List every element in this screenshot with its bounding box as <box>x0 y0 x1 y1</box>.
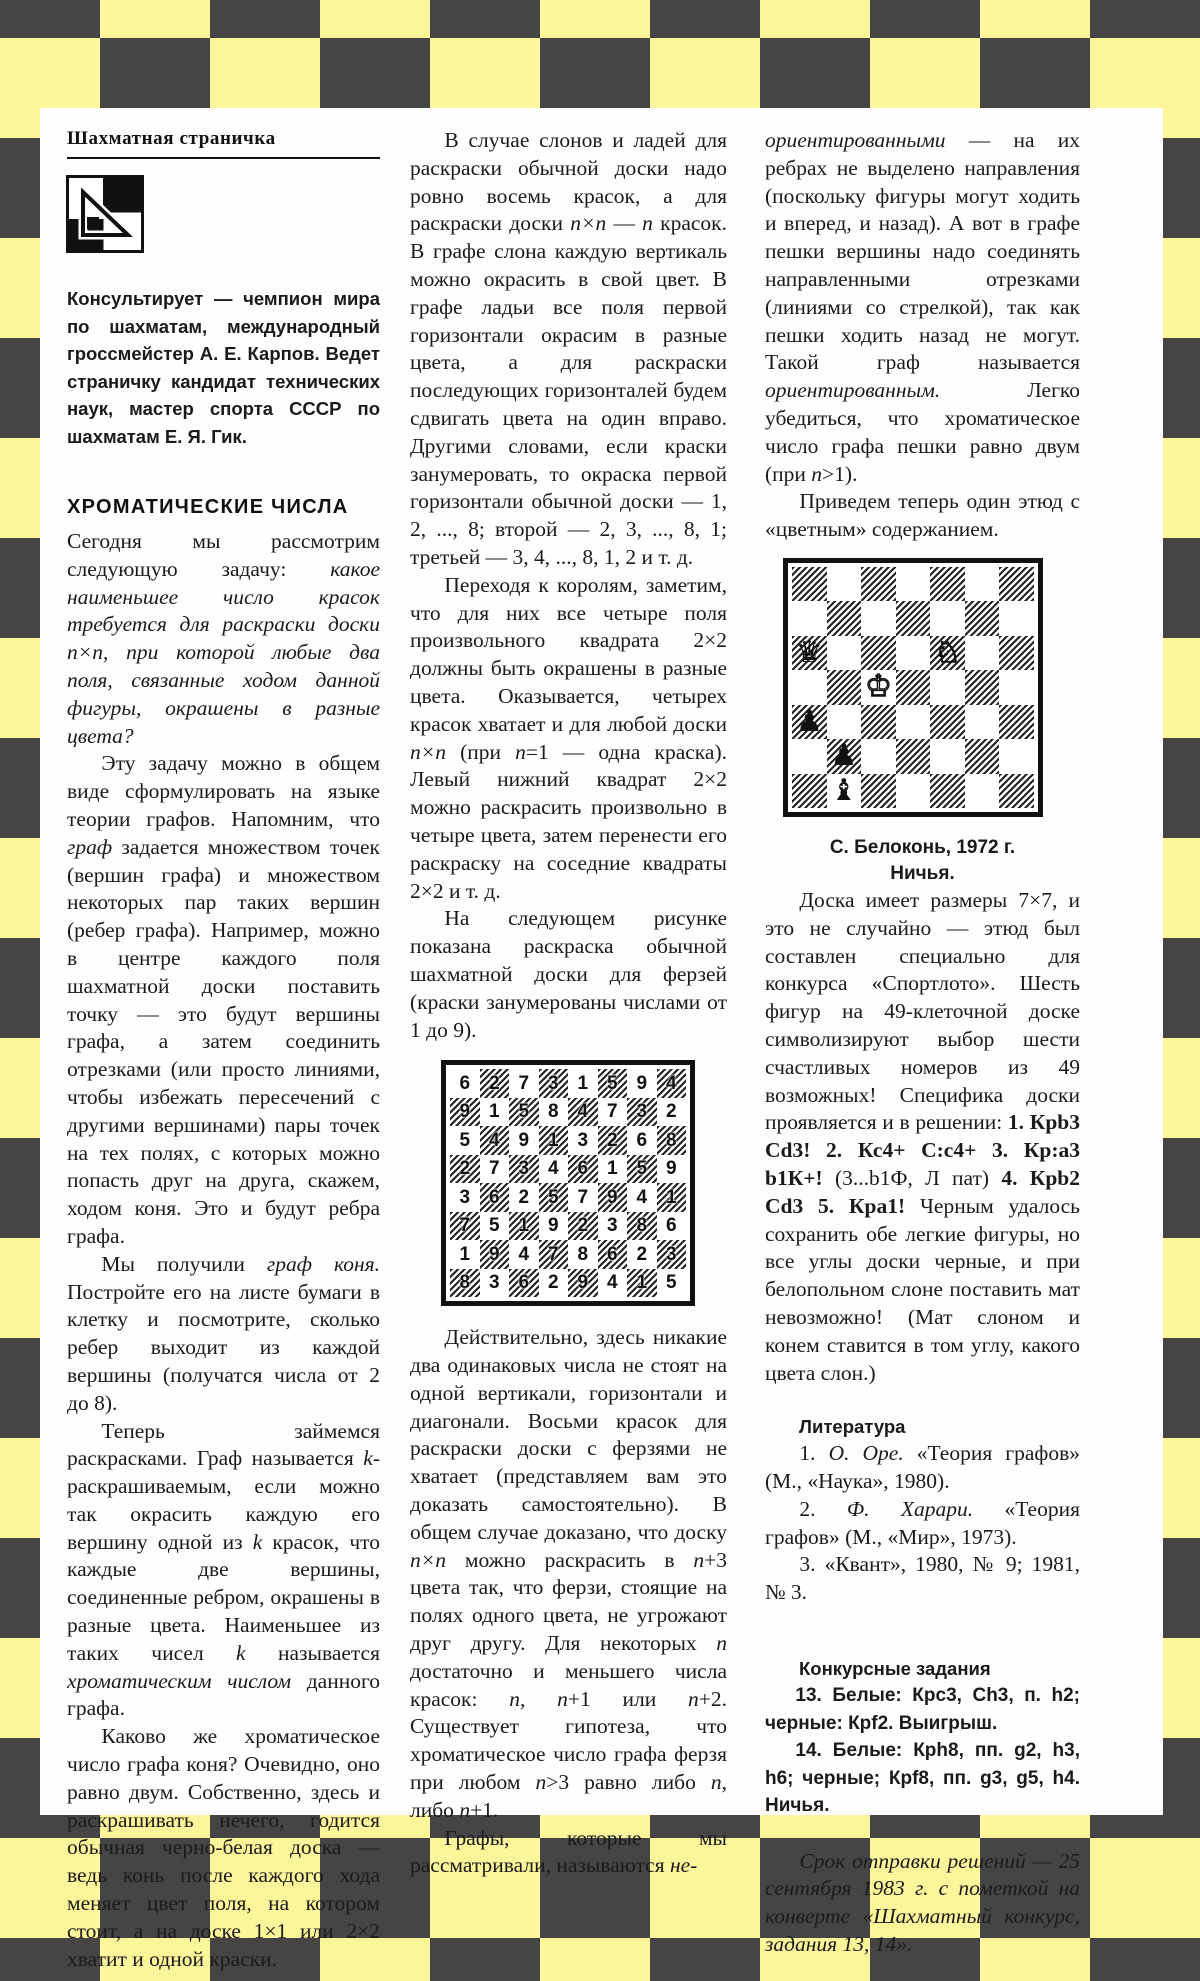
board-square <box>450 1155 480 1184</box>
text-run: не- <box>669 1853 698 1878</box>
text-run: красок, что каждые две вершины, соединенные ребром, окрашены в разные цвета. Наименьшее из таких чисел <box>67 1529 381 1665</box>
color-number: 3 <box>547 1072 559 1094</box>
color-number: 2 <box>577 1215 589 1237</box>
text-run: О. Оре. <box>828 1441 904 1466</box>
text-run: Постройте его на листе бумаги в клетку и посмотрите, сколько ребер выходит из каждой вершины (получатся числа от 2 до 8). <box>67 1279 380 1415</box>
text-run: n <box>710 1770 722 1795</box>
text-run: В случае слонов и ладей для раскраски обычной доски надо ровно восемь красок, а для раскраски доски <box>410 128 727 236</box>
board-square <box>450 1269 480 1298</box>
board-square <box>539 1126 569 1155</box>
text-run: граф <box>67 834 113 859</box>
text-run: хроматическим числом <box>67 1668 292 1693</box>
text-run: 14. Белые: Крh8, пп. g2, h3, h6; черные; Крf8, пп. g3, g5, h4. Ничья. <box>765 1740 1080 1817</box>
board-square <box>627 1269 657 1298</box>
text-run: n×n <box>410 1547 447 1572</box>
color-number: 5 <box>606 1072 618 1094</box>
black-pawn-icon: ♟ <box>795 703 823 739</box>
board-square <box>792 601 827 635</box>
color-number: 5 <box>547 1186 559 1208</box>
board-square <box>480 1098 510 1127</box>
text-run: — <box>606 211 643 236</box>
paragraph <box>67 750 380 1250</box>
board-square <box>450 1183 480 1212</box>
color-number: 8 <box>547 1101 559 1123</box>
color-number: 7 <box>459 1215 471 1237</box>
text-run: n, n <box>509 1686 568 1711</box>
color-number: 9 <box>459 1101 471 1123</box>
column3-body-top <box>765 127 1080 544</box>
text-run: Сегодня мы рассмотрим следующую задачу: <box>67 529 380 581</box>
text-run: -раскрашиваемым, если можно так окрасить каждую его вершину одной из <box>67 1446 380 1554</box>
board-square <box>827 670 862 704</box>
color-number: 9 <box>636 1072 648 1094</box>
text-run: n×n <box>410 739 447 764</box>
text-run: Ф. Харари. <box>846 1496 974 1521</box>
text-run: n <box>515 739 526 764</box>
text-run: 2. <box>799 1496 847 1521</box>
color-number: 3 <box>606 1215 618 1237</box>
color-number: 6 <box>606 1243 618 1265</box>
text-run: На следующем рисунке показана раскраска обычной шахматной доски для ферзей (краски занумерованы числами от 1 до 9). <box>410 906 727 1042</box>
color-number: 7 <box>488 1158 500 1180</box>
board-square <box>480 1155 510 1184</box>
chess-set-square-logo-icon <box>66 175 144 253</box>
paragraph <box>67 1251 380 1418</box>
board-square <box>999 567 1034 601</box>
board-square <box>999 636 1034 670</box>
board-square <box>627 1069 657 1098</box>
paragraph <box>765 1551 1080 1607</box>
paragraph <box>410 905 727 1044</box>
board-square <box>965 567 1000 601</box>
board-square <box>861 670 896 704</box>
board-square <box>657 1069 687 1098</box>
board-square <box>965 601 1000 635</box>
text-run: +1 или <box>567 1686 688 1711</box>
board-square <box>598 1069 628 1098</box>
white-knight-icon: ♘ <box>934 635 962 671</box>
board-square <box>598 1183 628 1212</box>
color-number: 9 <box>577 1272 589 1294</box>
board-square <box>930 601 965 635</box>
color-number: 7 <box>518 1072 530 1094</box>
text-run: Действительно, здесь никакие два одинаковых числа не стоят на одной вертикали, горизонтали и диагонали. Восьми красок для раскраски доски с ферзями не хватает (представляем вам это доказать самостоятельно). В общем случае доказано, что доску <box>410 1325 727 1544</box>
board-square <box>896 774 931 808</box>
text-run: задается множеством точек (вершин графа) и множеством некоторых пар таких вершин (ребер графа). Например, можно в центре каждого поля шахматной доски поставить точку — это будут вершины графа, а затем соединить отрезками (или просто линиями, чтобы избежать пересечений с другими вершинами) пары точек на тех полях, с которых можно попасть друг на друга, скажем, ходом коня. Это и будут ребра графа. <box>67 834 380 1248</box>
text-run: называется <box>245 1640 380 1665</box>
board-square <box>450 1212 480 1241</box>
color-number: 2 <box>488 1072 500 1094</box>
text-run: (при <box>446 739 516 764</box>
board-square <box>999 739 1034 773</box>
text-run: Доска имеет размеры 7×7, и это не случайно — этюд был составлен специально для конкурса «Спортлото». Шесть фигур на 49-клеточной доске символизируют выбор шести счастливых номеров из 49 возможных! Специфика доски проявляется и в решении: <box>765 887 1080 1135</box>
text-run: , либо <box>410 1770 727 1822</box>
board-square <box>568 1183 598 1212</box>
color-number: 4 <box>518 1243 530 1265</box>
black-bishop-icon: ♝ <box>830 772 858 808</box>
board-square <box>480 1126 510 1155</box>
board-square <box>861 705 896 739</box>
text-run: =1 — одна краска). Левый нижний квадрат 2×2 можно раскрасить произвольно в четыре цвета, затем перенести его раскраску на соседние квадраты 2×2 и т. д. <box>410 739 727 903</box>
color-number: 1 <box>606 1158 618 1180</box>
text-run: (3...b1Ф, Л пат) <box>822 1165 1002 1190</box>
board-square <box>539 1183 569 1212</box>
board-square <box>539 1269 569 1298</box>
board-square <box>509 1269 539 1298</box>
text-run: 13. Белые: Крс3, Сh3, п. h2; черные: Крf2. Выигрыш. <box>765 1685 1080 1734</box>
color-number: 2 <box>606 1129 618 1151</box>
white-king-icon: ♔ <box>864 669 892 705</box>
board-square <box>539 1069 569 1098</box>
paragraph <box>765 1848 1080 1959</box>
board-square <box>861 601 896 635</box>
color-number: 1 <box>636 1272 648 1294</box>
board-square <box>896 567 931 601</box>
board-square <box>509 1183 539 1212</box>
board-square <box>627 1240 657 1269</box>
board-square <box>509 1069 539 1098</box>
study-result: Ничья. <box>890 862 955 884</box>
text-run: n <box>459 1797 471 1822</box>
study-diagram-board <box>783 558 1043 817</box>
text-run: >3 равно либо <box>546 1770 711 1795</box>
board-square <box>657 1098 687 1127</box>
board-square <box>509 1155 539 1184</box>
text-run: Мы получили <box>101 1251 267 1276</box>
paragraph <box>765 887 1080 1387</box>
column2-body-top <box>410 127 727 1044</box>
board-square <box>861 739 896 773</box>
text-run: «Теория графов» (М., «Наука», 1980). <box>765 1441 1080 1494</box>
deadline-note <box>765 1848 1080 1959</box>
color-number: 1 <box>488 1101 500 1123</box>
contest-heading: Конкурсные задания <box>799 1658 991 1680</box>
board-square <box>965 670 1000 704</box>
black-pawn-icon: ♟ <box>830 738 858 774</box>
color-number: 3 <box>577 1129 589 1151</box>
color-number: 5 <box>636 1158 648 1180</box>
board-square <box>999 774 1034 808</box>
text-run: 1. Крb3 Сd3! 2. Кс4+ С:с4+ 3. Кр:а3 b1К+! <box>765 1110 1080 1190</box>
board-square <box>480 1269 510 1298</box>
article-title: ХРОМАТИЧЕСКИЕ ЧИСЛА <box>67 496 349 518</box>
board-square <box>657 1269 687 1298</box>
board-square <box>627 1098 657 1127</box>
color-number: 2 <box>665 1101 677 1123</box>
paragraph <box>765 1737 1080 1820</box>
paragraph <box>67 528 380 750</box>
color-number: 1 <box>665 1186 677 1208</box>
paragraph <box>410 1825 727 1881</box>
board-square <box>896 705 931 739</box>
board-square <box>568 1269 598 1298</box>
color-number: 4 <box>606 1272 618 1294</box>
color-number: 1 <box>577 1072 589 1094</box>
text-run: «Теория графов» (М., «Мир», 1973). <box>765 1496 1080 1549</box>
column-3 <box>765 127 1080 1959</box>
board-square <box>657 1183 687 1212</box>
color-number: 6 <box>636 1129 648 1151</box>
literature-list <box>765 1440 1080 1607</box>
board-square <box>896 739 931 773</box>
board-square <box>999 670 1034 704</box>
board-square <box>827 739 862 773</box>
text-run: k <box>363 1446 373 1471</box>
board-square <box>896 636 931 670</box>
board-square <box>657 1212 687 1241</box>
contest-section <box>765 1655 1080 1820</box>
color-number: 8 <box>459 1272 471 1294</box>
board-square <box>657 1155 687 1184</box>
text-run: Срок отправки решений — 25 сентября 1983 г. с пометкой на конверте «Шахматный конкурс, задания 13, 14». <box>765 1848 1080 1956</box>
color-number: 9 <box>488 1243 500 1265</box>
color-number: 4 <box>636 1186 648 1208</box>
color-number: 7 <box>577 1186 589 1208</box>
color-number: 2 <box>547 1272 559 1294</box>
color-number: 3 <box>488 1272 500 1294</box>
board-square <box>598 1126 628 1155</box>
board-square <box>568 1098 598 1127</box>
board-square <box>539 1212 569 1241</box>
text-run: k <box>252 1529 263 1554</box>
board-square <box>861 567 896 601</box>
text-run: Легко убедиться, что хроматическое число графа пешки равно двум (при <box>765 378 1080 486</box>
color-number: 3 <box>665 1243 677 1265</box>
color-number: 5 <box>665 1272 677 1294</box>
color-number: 2 <box>518 1186 530 1208</box>
board-square <box>539 1240 569 1269</box>
text-run: +1. <box>470 1797 499 1822</box>
color-number: 2 <box>459 1158 471 1180</box>
text-run: n <box>688 1686 699 1711</box>
board-square <box>930 774 965 808</box>
column-1 <box>67 127 380 1973</box>
text-run: n <box>693 1547 705 1572</box>
color-number: 5 <box>488 1215 500 1237</box>
board-square <box>627 1212 657 1241</box>
text-run: Переходя к королям, заметим, что для них все четыре поля произвольного квадрата 2×2 должны быть окрашены в разные цвета. Оказывается, четырех красок хватает и для любой доски <box>410 572 727 736</box>
color-number: 3 <box>636 1101 648 1123</box>
rubric-title: Шахматная страничка <box>67 127 380 159</box>
color-number: 5 <box>459 1129 471 1151</box>
text-run: Эту задачу можно в общем виде сформулировать на языке теории графов. Напомним, что <box>67 751 380 831</box>
paragraph <box>410 572 727 906</box>
column-2 <box>410 127 727 1880</box>
board-square <box>827 774 862 808</box>
board-square <box>598 1212 628 1241</box>
color-number: 4 <box>665 1072 677 1094</box>
board-square <box>657 1240 687 1269</box>
text-run: Каково же хроматическое число графа коня? Очевидно, оно равно двум. Собственно, здесь и раскрашивать нечего, годится обычная черно-белая доска — ведь конь после каждого хода меняет цвет поля, на котором стоит, а на доске 1×1 или 2×2 хватит и одной краски. <box>67 1724 380 1971</box>
color-number: 1 <box>518 1215 530 1237</box>
text-run: ориентированным. <box>765 378 941 403</box>
board-square <box>930 739 965 773</box>
board-square <box>965 739 1000 773</box>
board-square <box>568 1126 598 1155</box>
color-number: 2 <box>636 1243 648 1265</box>
board-square <box>480 1183 510 1212</box>
color-number: 6 <box>665 1215 677 1237</box>
board-square <box>568 1240 598 1269</box>
text-run: красок. В графе слона каждую вертикаль можно окрасить в свой цвет. В графе ладьи все поля первой горизонтали окрасим в разные цвета, а для раскраски последующих горизонталей будем сдвигать цвета на один вправо. Другими словами, если краски занумеровать, то окраска первой горизонтали обычной доски — 1, 2, ..., 8; второй — 2, 3, ..., 8, 1; третьей — 3, 4, ..., 8, 1, 2 и т. д. <box>410 211 727 569</box>
column1-body <box>67 528 380 1973</box>
color-number: 7 <box>547 1243 559 1265</box>
board-square <box>657 1126 687 1155</box>
board-square <box>450 1240 480 1269</box>
text-run: Теперь займемся раскрасками. Граф называется <box>67 1418 380 1471</box>
board-square <box>627 1126 657 1155</box>
study-author: С. Белоконь, 1972 г. <box>829 836 1016 858</box>
board-square <box>450 1069 480 1098</box>
color-number: 6 <box>518 1272 530 1294</box>
literature-heading: Литература <box>799 1416 906 1438</box>
paragraph <box>410 127 727 572</box>
board-square <box>627 1155 657 1184</box>
board-square <box>827 567 862 601</box>
board-square <box>539 1155 569 1184</box>
board-square <box>930 705 965 739</box>
board-square <box>539 1098 569 1127</box>
color-number: 6 <box>577 1158 589 1180</box>
board-square <box>450 1126 480 1155</box>
board-square <box>509 1240 539 1269</box>
board-square <box>627 1183 657 1212</box>
color-number: 9 <box>665 1158 677 1180</box>
paragraph <box>765 1440 1080 1496</box>
text-run: 1. <box>799 1441 829 1466</box>
color-number: 3 <box>518 1158 530 1180</box>
text-run: Черным удалось сохранить обе легкие фигуры, но все углы доски черные, и при белопольном слоне поставить мат невозможно! (Мат слоном и конем ставится в том углу, какого цвета слон.) <box>765 1193 1080 1385</box>
text-run: — на их ребрах не выделено направления (поскольку фигуры могут ходить и вперед, и назад). А вот в графе пешки вершины надо соединять направленными отрезками (линиями со стрелкой), так как пешки ходить назад не могут. Такой граф называется <box>765 128 1080 375</box>
color-number: 1 <box>459 1243 471 1265</box>
board-square <box>598 1240 628 1269</box>
board-square <box>792 670 827 704</box>
color-number: 1 <box>547 1129 559 1151</box>
board-square <box>509 1212 539 1241</box>
board-square <box>896 601 931 635</box>
board-square <box>598 1155 628 1184</box>
board-square <box>792 739 827 773</box>
color-number: 7 <box>606 1101 618 1123</box>
study-section <box>765 835 1080 1387</box>
text-run: +3 цвета так, что ферзи, стоящие на полях одного цвета, не угрожают друг другу. Для некоторых <box>410 1547 727 1656</box>
board-square <box>827 601 862 635</box>
text-run: n×n <box>570 211 607 236</box>
board-square <box>568 1212 598 1241</box>
board-square <box>861 636 896 670</box>
board-square <box>568 1069 598 1098</box>
color-number: 9 <box>606 1186 618 1208</box>
paragraph <box>765 1682 1080 1737</box>
paragraph <box>67 1418 380 1724</box>
board-square <box>792 636 827 670</box>
color-number: 6 <box>488 1186 500 1208</box>
text-run: >1). <box>822 461 858 486</box>
text-run: Графы, которые мы рассматривали, называются <box>410 1825 727 1878</box>
text-run: n <box>811 461 823 486</box>
text-run: n <box>535 1770 547 1795</box>
paragraph <box>765 1496 1080 1552</box>
board-square <box>930 636 965 670</box>
board-square <box>999 601 1034 635</box>
board-square <box>792 567 827 601</box>
color-number: 6 <box>459 1072 471 1094</box>
text-run: 4. Крb2 Сd3 5. Кра1! <box>765 1165 1080 1218</box>
board-square <box>965 774 1000 808</box>
text-run: k <box>236 1640 246 1665</box>
board-square <box>930 567 965 601</box>
board-square <box>930 670 965 704</box>
paragraph <box>765 488 1080 544</box>
paragraph <box>765 127 1080 488</box>
board-square <box>827 636 862 670</box>
board-square <box>792 705 827 739</box>
board-square <box>861 774 896 808</box>
board-square <box>480 1212 510 1241</box>
black-queen-icon: ♛ <box>795 635 823 671</box>
board-square <box>509 1098 539 1127</box>
paragraph <box>67 1723 380 1973</box>
text-run: можно раскрасить в <box>446 1547 694 1572</box>
board-square <box>598 1269 628 1298</box>
contest-problems <box>765 1682 1080 1820</box>
board-square <box>480 1240 510 1269</box>
text-run: ориентированными <box>765 128 946 152</box>
board-square <box>827 705 862 739</box>
text-run: достаточно и меньшего числа красок: <box>410 1658 727 1711</box>
board-square <box>965 636 1000 670</box>
text-run: n <box>642 211 653 236</box>
color-number: 8 <box>665 1129 677 1151</box>
paragraph <box>410 1324 727 1824</box>
literature-section <box>765 1413 1080 1607</box>
color-number: 5 <box>518 1101 530 1123</box>
text-run: граф коня. <box>266 1251 380 1276</box>
board-square <box>598 1098 628 1127</box>
color-number: 8 <box>636 1215 648 1237</box>
color-number: 9 <box>518 1129 530 1151</box>
board-square <box>568 1155 598 1184</box>
board-square <box>509 1126 539 1155</box>
text-run: данного графа. <box>67 1668 380 1721</box>
board-square <box>480 1069 510 1098</box>
text-run: n <box>716 1631 727 1656</box>
consultant-note: Консультирует — чемпион мира по шахматам, международный гроссмейстер А. Е. Карпов. Ведет страничку кандидат технических наук, мастер спорта СССР по шахматам Е. Я. Гик. <box>67 288 380 447</box>
color-number: 4 <box>547 1158 559 1180</box>
board-square <box>450 1098 480 1127</box>
color-number: 8 <box>577 1243 589 1265</box>
board-square <box>792 774 827 808</box>
column2-body-bottom <box>410 1324 727 1880</box>
color-number: 4 <box>488 1129 500 1151</box>
board-square <box>896 670 931 704</box>
text-run: +2. Существует гипотеза, что хроматическое число графа ферзя при любом <box>410 1686 728 1795</box>
color-number: 3 <box>459 1186 471 1208</box>
color-number: 9 <box>547 1215 559 1237</box>
queen-coloring-board <box>441 1060 695 1306</box>
board-square <box>965 705 1000 739</box>
text-run: 3. «Квант», 1980, № 9; 1981, № 3. <box>765 1552 1080 1605</box>
text-run: какое наименьшее число красок требуется для раскраски доски n×n, при которой любые два поля, связанные ходом данной фигуры, окрашены в разные цвета? <box>67 556 380 748</box>
text-run: Приведем теперь один этюд с «цветным» содержанием. <box>765 489 1080 542</box>
board-square <box>999 705 1034 739</box>
study-commentary <box>765 887 1080 1387</box>
color-number: 4 <box>577 1101 589 1123</box>
